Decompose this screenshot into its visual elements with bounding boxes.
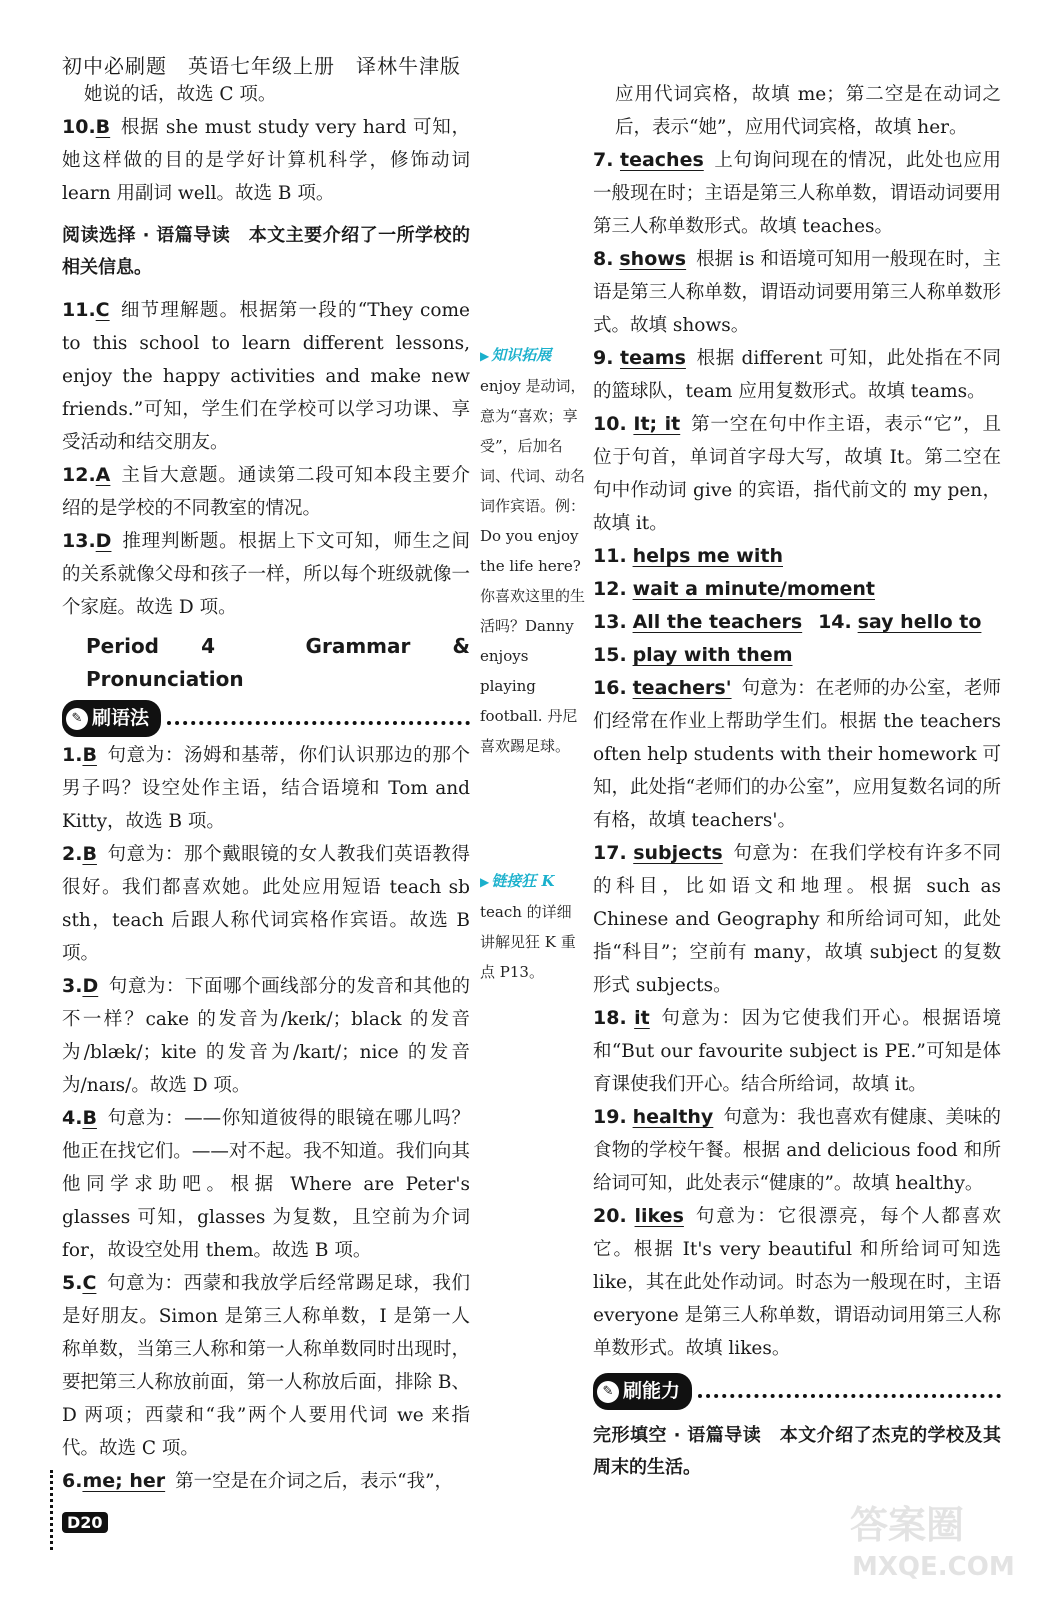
item-answer: D xyxy=(82,975,99,997)
side-note-title: ▶ 知识拓展 xyxy=(480,340,586,371)
banner-badge xyxy=(62,700,161,737)
item-explanation: 第一空在句中作主语，表示“它”，且位于句首，单词首字母大写，故填 It。第二空在句中作动词 give 的宾语，指代前文的 my pen，故填 it。 xyxy=(593,414,1001,534)
item-explanation: 根据 she must study very hard 可知，她这样做的目的是学好计算机科学，修饰动词 learn 用副词 well。故选 B 项。 xyxy=(62,117,470,204)
item-explanation: 句意为：西蒙和我放学后经常踢足球，我们是好朋友。Simon 是第三人称单数，I 是第一人称单数，当第三人称和第一人称单数同时出现时，要把第三人称放前面，第一人称放后面，排除 B、D 两项；西蒙和“我”两个人要用代词 we 来指代。故选 C 项。 xyxy=(62,1273,470,1459)
item-number: 13. xyxy=(62,530,96,552)
left-column xyxy=(62,78,470,1498)
right-column xyxy=(593,78,1001,1494)
banner-label: 刷能力 xyxy=(623,1380,681,1402)
item-explanation: 句意为：在我们学校有许多不同的科目，比如语文和地理。根据 such as Chinese and Geography 和所给词可知，此处指“科目”；空前有 many，故填 subject 的复数形式 subjects。 xyxy=(593,843,1001,996)
answer-item xyxy=(62,1102,470,1267)
item-number: 12. xyxy=(593,578,627,600)
item-number: 16. xyxy=(593,677,627,699)
item-explanation: 主旨大意题。通读第二段可知本段主要介绍的是学校的不同教室的情况。 xyxy=(62,465,470,519)
answer-item xyxy=(593,672,1001,837)
item-answer: me; her xyxy=(82,1470,166,1492)
answer-item xyxy=(593,573,1001,606)
item-number: 10. xyxy=(593,413,627,435)
item-explanation: 细节理解题。根据第一段的“They come to this school to learn different lessons, enjoy the happy activities and make new friends.”可知，学生们在学校可以学习功课、享受活动和结交朋友。 xyxy=(62,300,470,453)
item-explanation: 句意为：下面哪个画线部分的发音和其他的不一样？cake 的发音为/keɪk/；black 的发音为/blæk/；kite 的发音为/kaɪt/；nice 的发音为/naɪs/。故选 D 项。 xyxy=(62,976,470,1096)
item-number: 9. xyxy=(593,347,614,369)
item-explanation: 根据 different 可知，此处指在不同的篮球队，team 应用复数形式。故填 teams。 xyxy=(593,348,1001,402)
answer-item xyxy=(62,111,470,210)
section-tag: 阅读选择 · 语篇导读 xyxy=(62,225,231,246)
answer-item xyxy=(593,243,1001,342)
pen-icon: ✎ xyxy=(597,1381,619,1403)
answer-item xyxy=(62,1267,470,1465)
item-explanation: 推理判断题。根据上下文可知，师生之间的关系就像父母和孩子一样，所以每个班级就像一个家庭。故选 D 项。 xyxy=(62,531,470,618)
answer-item xyxy=(593,1200,1001,1365)
item-explanation: 第一空是在介词之后，表示“我”， xyxy=(175,1471,454,1492)
item-answer: it xyxy=(634,1007,650,1029)
item-answer: likes xyxy=(634,1205,684,1227)
item-number: 19. xyxy=(593,1106,627,1128)
item-number: 17. xyxy=(593,842,627,864)
item-number: 3. xyxy=(62,975,83,997)
answer-item xyxy=(593,606,1001,639)
item-number: 11. xyxy=(62,299,96,321)
item-number: 14. xyxy=(818,611,852,633)
item-number: 20. xyxy=(593,1205,627,1227)
section-summary: 本文主要介绍了一所学校的相关信息。 xyxy=(62,225,470,278)
answer-item xyxy=(62,970,470,1102)
item-number: 1. xyxy=(62,744,83,766)
answer-item xyxy=(593,144,1001,243)
item-explanation: 上句询问现在的情况，此处也应用一般现在时；主语是第三人称单数，谓语动词要用第三人称单数形式。故填 teaches。 xyxy=(593,150,1001,237)
item-answer: teams xyxy=(620,347,686,369)
item-explanation: 句意为：我也喜欢有健康、美味的食物的学校午餐。根据 and delicious food 和所给词可知，此处表示“健康的”。故填 healthy。 xyxy=(593,1107,1001,1194)
section-banner xyxy=(62,700,470,737)
item-answer: shows xyxy=(619,248,687,270)
watermark-logo: 答案圈 xyxy=(850,1503,965,1547)
item-number: 8. xyxy=(593,248,614,270)
item-number: 15. xyxy=(593,644,627,666)
pen-icon: ✎ xyxy=(66,708,88,730)
item-answer: healthy xyxy=(632,1106,714,1128)
item-number: 5. xyxy=(62,1272,83,1294)
item-number: 10. xyxy=(62,116,96,138)
answer-item xyxy=(593,837,1001,1002)
item-answer: A xyxy=(95,464,111,486)
section-summary: 本文介绍了杰克的学校及其周末的生活。 xyxy=(593,1425,1001,1478)
side-note-body: enjoy 是动词，意为“喜欢；享受”，后加名词、代词、动名词作宾语。例：Do you enjoy the life here? 你喜欢这里的生活吗？Danny enjoys playing football. 丹尼喜欢踢足球。 xyxy=(480,377,586,755)
item-answer: subjects xyxy=(633,842,723,864)
dotted-rule xyxy=(167,721,470,725)
item-answer: C xyxy=(95,299,110,321)
side-note-body: teach 的详细讲解见狂 K 重点 P13。 xyxy=(480,903,576,981)
item-answer: B xyxy=(82,843,97,865)
continued-text: 她说的话，故选 C 项。 xyxy=(84,84,277,105)
answer-item xyxy=(593,639,1001,672)
item-answer: It; it xyxy=(633,413,681,435)
footer-dotted-rule xyxy=(50,1470,57,1550)
item-answer: wait a minute/moment xyxy=(632,578,875,600)
item-number: 2. xyxy=(62,843,83,865)
item-explanation: 根据 is 和语境可知用一般现在时，主语是第三人称单数，谓语动词要用第三人称单数形式。故填 shows。 xyxy=(593,249,1001,336)
item-number: 12. xyxy=(62,464,96,486)
item-explanation: 句意为：汤姆和基蒂，你们认识那边的那个男子吗？设空处作主语，结合语境和 Tom and Kitty，故选 B 项。 xyxy=(62,745,470,832)
item-explanation: 句意为：在老师的办公室，老师们经常在作业上帮助学生们。根据 the teachers often help students with their homework 可知，此处指“老师们的办公室”，应用复数名词的所有格，故填 teachers'。 xyxy=(593,678,1001,831)
answer-item xyxy=(593,1101,1001,1200)
item-explanation: 句意为：那个戴眼镜的女人教我们英语教得很好。我们都喜欢她。此处应用短语 teach sb sth，teach 后跟人称代词宾格作宾语。故选 B 项。 xyxy=(62,844,470,964)
page-number: D20 xyxy=(62,1512,108,1533)
item-answer: D xyxy=(95,530,112,552)
item-answer: C xyxy=(82,1272,97,1294)
item-answer: B xyxy=(95,116,111,138)
answer-item xyxy=(62,838,470,970)
item-number: 4. xyxy=(62,1107,83,1129)
dotted-rule xyxy=(698,1394,1001,1398)
item-explanation: 句意为：它很漂亮，每个人都喜欢它。根据 It's very beautiful 和所给词可知选 like，其在此处作动词。时态为一般现在时，主语 everyone 是第三人称单数，谓语动词用第三人称单数形式。故填 likes。 xyxy=(593,1206,1001,1359)
item-answer: say hello to xyxy=(857,611,982,633)
cloze-intro xyxy=(593,1420,1001,1484)
section-tag: 完形填空 · 语篇导读 xyxy=(593,1425,762,1446)
section-banner xyxy=(593,1373,1001,1410)
item-number: 18. xyxy=(593,1007,627,1029)
answer-item xyxy=(62,525,470,624)
item-answer: All the teachers xyxy=(632,611,803,633)
answer-item xyxy=(62,1465,470,1498)
item-explanation: 句意为：——你知道彼得的眼镜在哪儿吗？他正在找它们。——对不起。我不知道。我们向其他同学求助吧。根据 Where are Peter's glasses 可知，glasses 为复数，且空前为介词 for，故设空处用 them。故选 B 项。 xyxy=(62,1108,470,1261)
banner-badge xyxy=(593,1373,692,1410)
item-number: 7. xyxy=(593,149,614,171)
item-answer: teachers' xyxy=(632,677,732,699)
item-explanation: 句意为：因为它使我们开心。根据语境和“But our favourite subject is PE.”可知是体育课使我们开心。结合所给词，故填 it。 xyxy=(593,1008,1001,1095)
answer-item xyxy=(593,1002,1001,1101)
item-answer: B xyxy=(82,1107,97,1129)
item-number: 13. xyxy=(593,611,627,633)
answer-item xyxy=(62,739,470,838)
continued-text: 应用代词宾格，故填 me；第二空是在动词之后，表示“她”，应用代词宾格，故填 her。 xyxy=(615,84,1001,138)
item-answer: B xyxy=(82,744,97,766)
item-answer: play with them xyxy=(632,644,793,666)
item-number: 11. xyxy=(593,545,627,567)
answer-item xyxy=(593,540,1001,573)
answer-item xyxy=(593,342,1001,408)
banner-label: 刷语法 xyxy=(92,707,150,729)
side-note-knowledge xyxy=(480,340,586,761)
reading-intro xyxy=(62,220,470,284)
page-header: 初中必刷题 英语七年级上册 译林牛津版 xyxy=(62,54,461,78)
side-note-link xyxy=(480,866,586,987)
watermark-url: MXQE.COM xyxy=(852,1552,1015,1582)
item-answer: helps me with xyxy=(632,545,783,567)
item-number: 6. xyxy=(62,1470,83,1492)
item-answer: teaches xyxy=(619,149,704,171)
side-note-title: ▶ 链接狂 K xyxy=(480,866,586,897)
answer-item xyxy=(62,294,470,459)
answer-item xyxy=(62,459,470,525)
answer-item xyxy=(593,408,1001,540)
period-title: Period 4 Grammar & Pronunciation xyxy=(86,634,470,691)
